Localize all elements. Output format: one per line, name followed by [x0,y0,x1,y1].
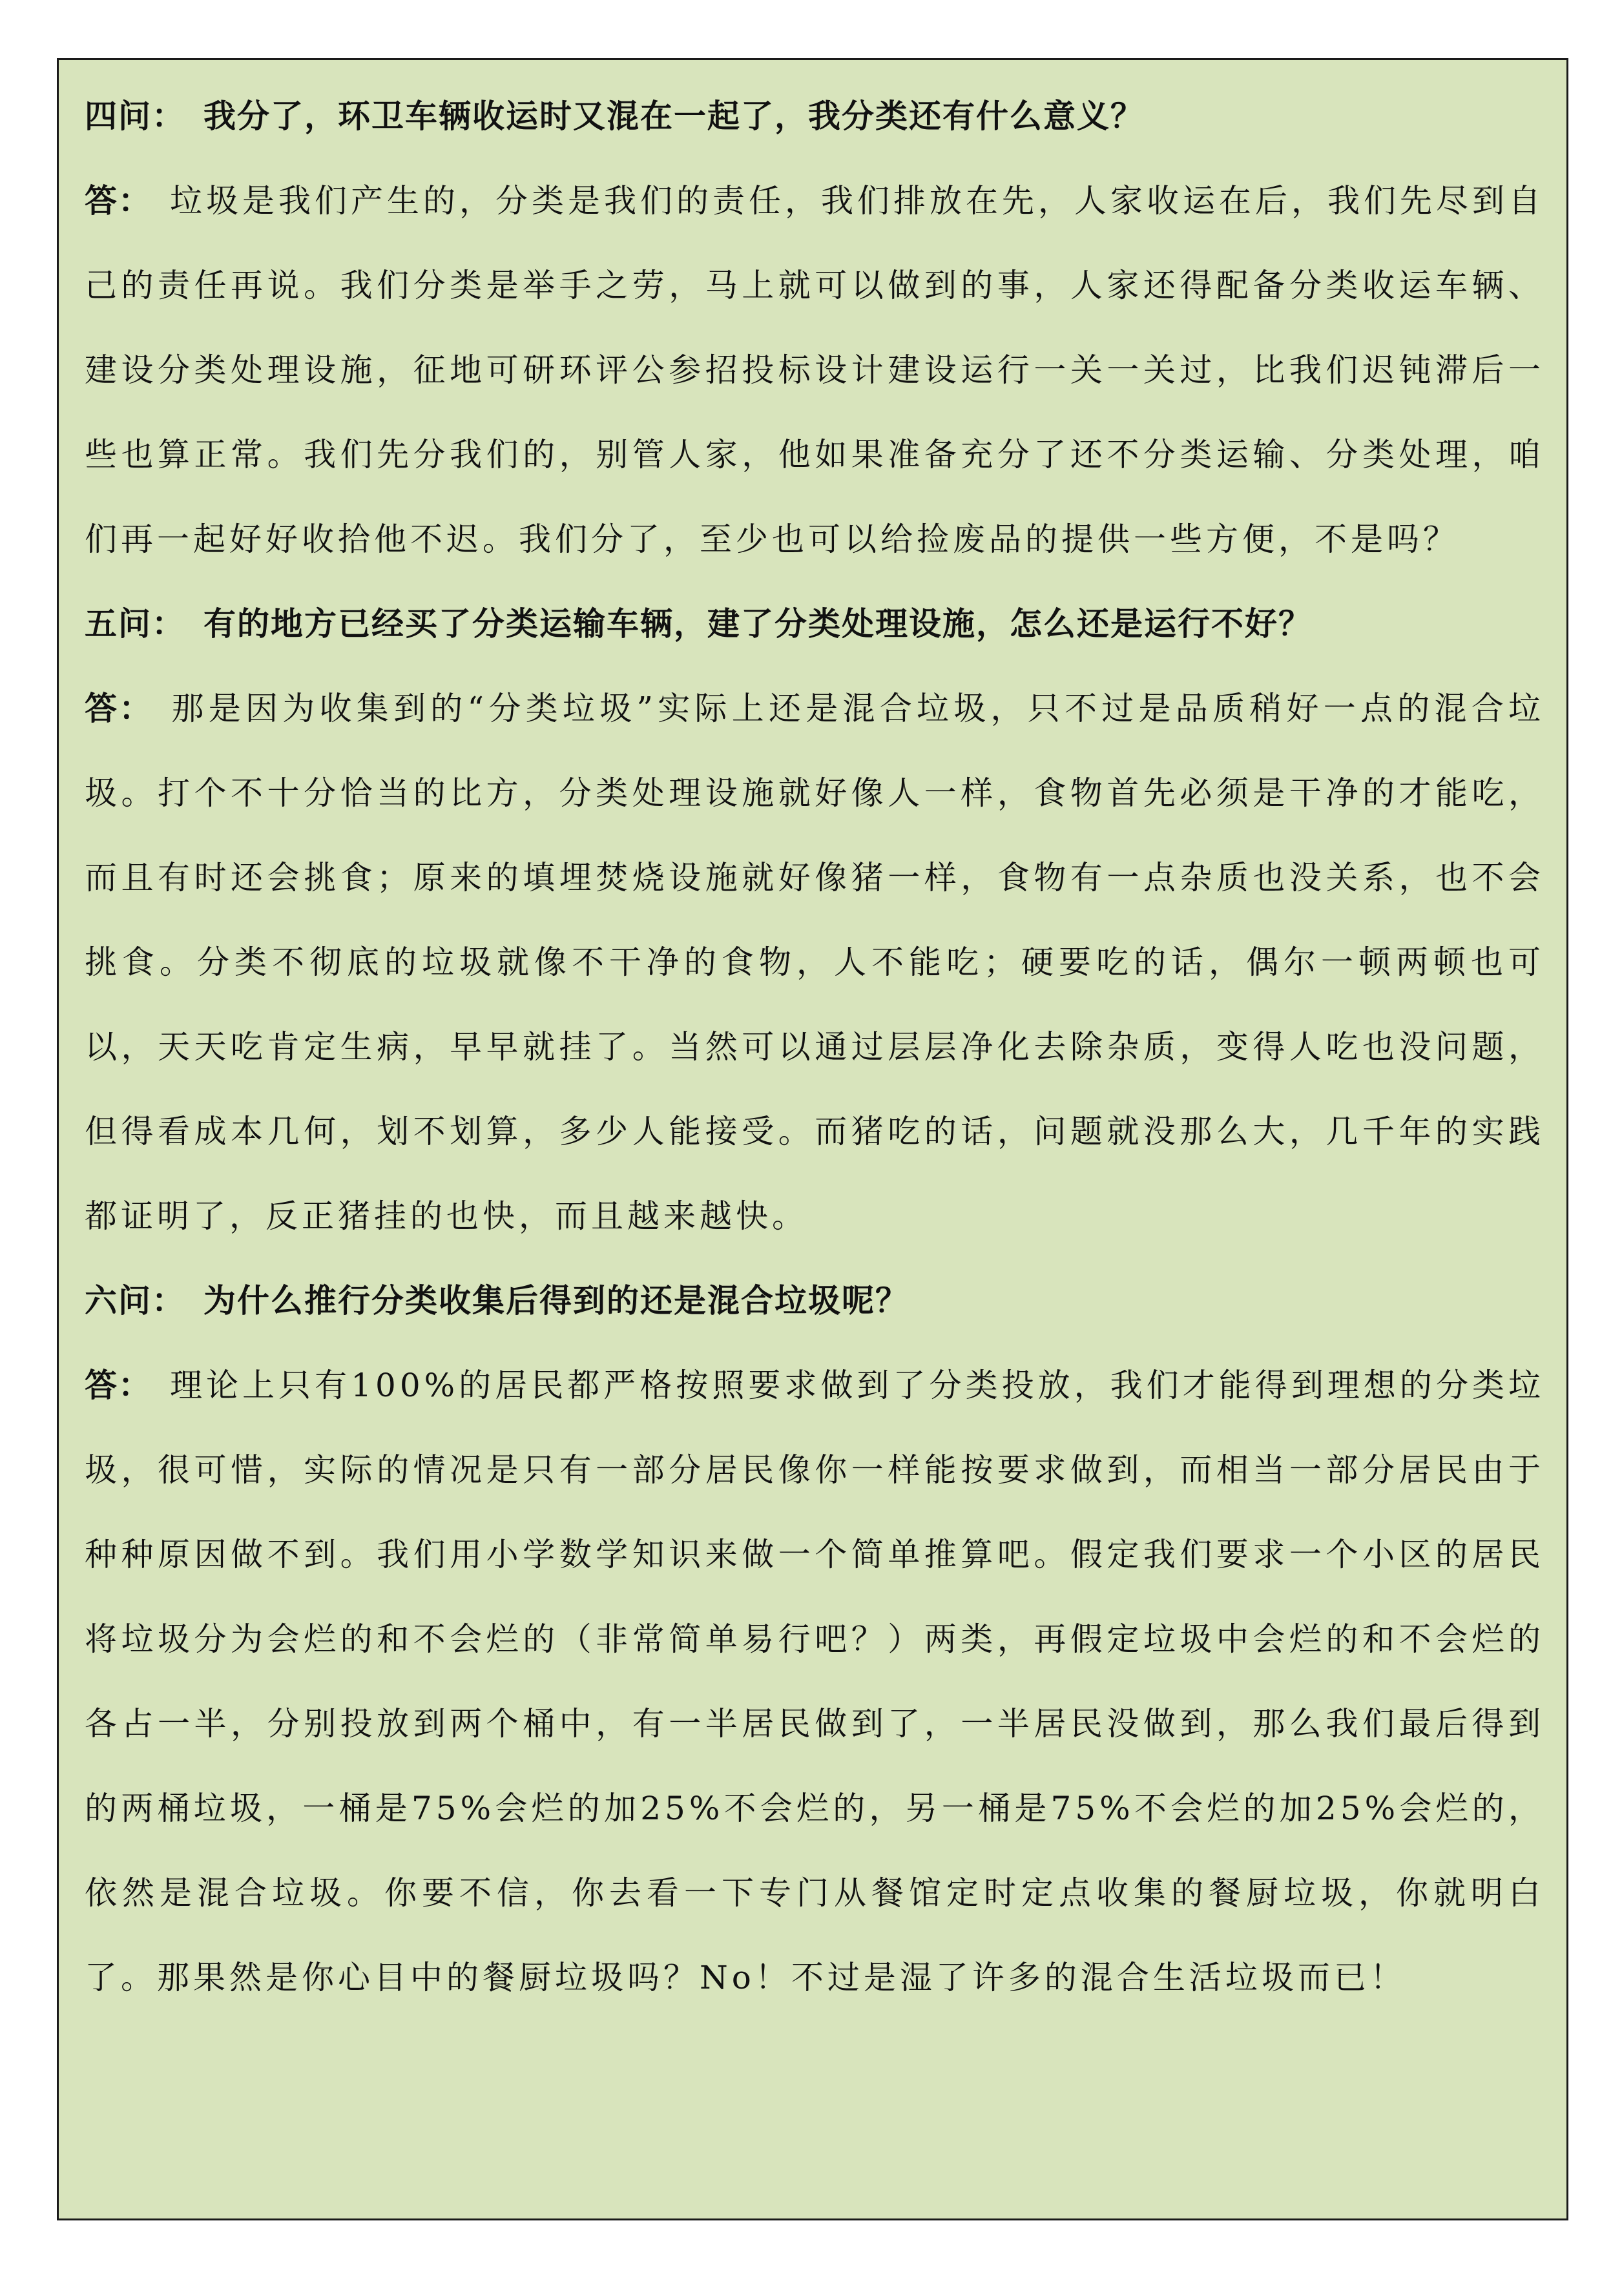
question-5-tag: 五问： [85,605,185,643]
question-4-tag: 四问： [85,98,185,135]
question-5-text: 有的地方已经买了分类运输车辆，建了分类处理设施，怎么还是运行不好？ [203,605,1312,643]
answer-4-text: 垃圾是我们产生的，分类是我们的责任，我们排放在先，人家收运在后，我们先尽到自己的责任再说。我们分类是举手之劳，马上就可以做到的事，人家还得配备分类收运车辆、建设分类处理设施，征地可研环评公参招投标设计建设运行一关一关过，比我们迟钝滞后一些也算正常。我们先分我们的，别管人家，他如果准备充分了还不分类运输、分类处理，咱们再一起好好收拾他不迟。我们分了，至少也可以给捡废品的提供一些方便，不是吗？ [85,182,1544,558]
answer-4 [85,159,1544,582]
answer-5 [85,667,1544,1259]
answer-6 [85,1343,1544,2020]
qa-content [85,74,1544,2020]
question-6-tag: 六问： [85,1282,185,1319]
answer-6-text: 理论上只有100%的居民都严格按照要求做到了分类投放，我们才能得到理想的分类垃圾，很可惜，实际的情况是只有一部分居民像你一样能按要求做到，而相当一部分居民由于种种原因做不到。我们用小学数学知识来做一个简单推算吧。假定我们要求一个小区的居民将垃圾分为会烂的和不会烂的（非常简单易行吧？）两类，再假定垃圾中会烂的和不会烂的各占一半，分别投放到两个桶中，有一半居民做到了，一半居民没做到，那么我们最后得到的两桶垃圾，一桶是75%会烂的加25%不会烂的，另一桶是75%不会烂的加25%会烂的，依然是混合垃圾。你要不信，你去看一下专门从餐馆定时定点收集的餐厨垃圾，你就明白了。那果然是你心目中的餐厨垃圾吗？No！不过是湿了许多的混合生活垃圾而已！ [85,1367,1544,1996]
answer-6-tag: 答： [85,1367,152,1404]
answer-5-text: 那是因为收集到的“分类垃圾”实际上还是混合垃圾，只不过是品质稍好一点的混合垃圾。打个不十分恰当的比方，分类处理设施就好像人一样，食物首先必须是干净的才能吃，而且有时还会挑食；原来的填埋焚烧设施就好像猪一样，食物有一点杂质也没关系，也不会挑食。分类不彻底的垃圾就像不干净的食物，人不能吃；硬要吃的话，偶尔一顿两顿也可以，天天吃肯定生病，早早就挂了。当然可以通过层层净化去除杂质，变得人吃也没问题，但得看成本几何，划不划算，多少人能接受。而猪吃的话，问题就没那么大，几千年的实践都证明了，反正猪挂的也快，而且越来越快。 [85,690,1545,1235]
answer-5-tag: 答： [85,690,154,727]
question-6 [85,1259,1544,1343]
qa-box [57,58,1568,2220]
question-5 [85,582,1544,667]
question-4-text: 我分了，环卫车辆收运时又混在一起了，我分类还有什么意义？ [203,98,1144,135]
answer-4-tag: 答： [85,182,152,220]
question-6-text: 为什么推行分类收集后得到的还是混合垃圾呢？ [203,1282,909,1319]
question-4 [85,74,1544,159]
